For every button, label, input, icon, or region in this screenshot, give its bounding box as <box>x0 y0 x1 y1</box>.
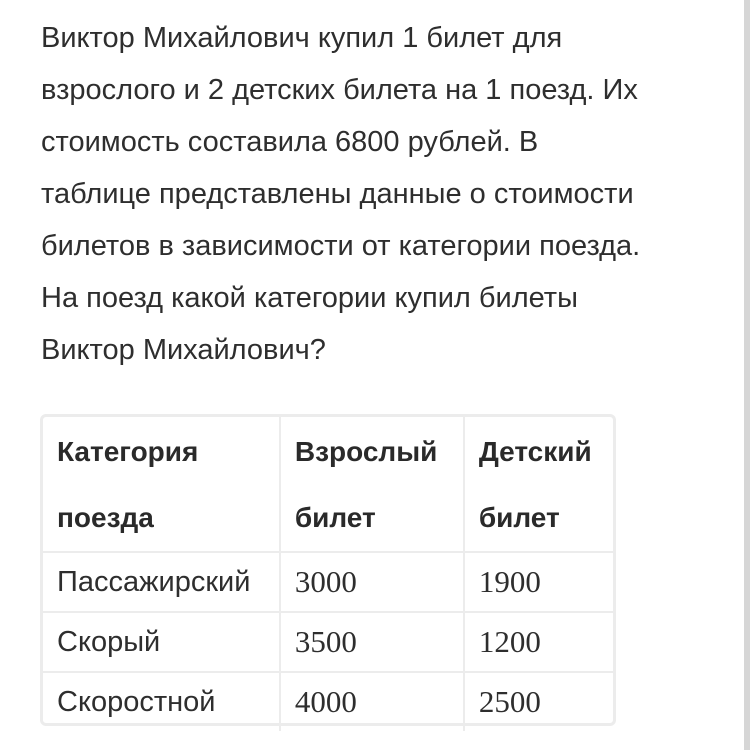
table-row <box>43 612 613 672</box>
problem-line: взрослого и 2 детских билета на 1 поезд. Их <box>41 74 638 106</box>
cell-child-price: 1900 <box>464 552 613 612</box>
table-header-row <box>43 417 613 552</box>
page-edge-divider <box>744 0 750 750</box>
price-table <box>43 417 613 731</box>
header-adult-line1: Взрослый <box>294 436 438 467</box>
header-adult <box>280 417 464 552</box>
table-row <box>43 552 613 612</box>
header-category-line1: Категория <box>57 436 199 467</box>
problem-line: На поезд какой категории купил билеты <box>41 282 578 314</box>
header-category <box>43 417 280 552</box>
header-adult-line2: билет <box>294 502 376 533</box>
header-child-line2: билет <box>478 502 560 533</box>
problem-line: билетов в зависимости от категории поезда. <box>41 230 641 262</box>
cell-child-price: 2500 <box>464 672 613 731</box>
header-child-line1: Детский <box>478 436 592 467</box>
problem-line: Виктор Михайлович? <box>41 334 326 366</box>
problem-statement <box>41 12 721 376</box>
cell-child-price: 1200 <box>464 612 613 672</box>
problem-line: таблице представлены данные о стоимости <box>41 178 634 210</box>
cell-adult-price: 3500 <box>280 612 464 672</box>
cell-category: Скоростной <box>43 672 280 731</box>
cell-category: Скорый <box>43 612 280 672</box>
cell-adult-price: 4000 <box>280 672 464 731</box>
problem-line: стоимость составила 6800 рублей. В <box>41 126 539 158</box>
ticket-price-table <box>40 414 616 726</box>
table-row <box>43 672 613 731</box>
cell-category: Пассажирский <box>43 552 280 612</box>
problem-line: Виктор Михайлович купил 1 билет для <box>41 22 563 54</box>
header-category-line2: поезда <box>57 502 154 533</box>
header-child <box>464 417 613 552</box>
cell-adult-price: 3000 <box>280 552 464 612</box>
